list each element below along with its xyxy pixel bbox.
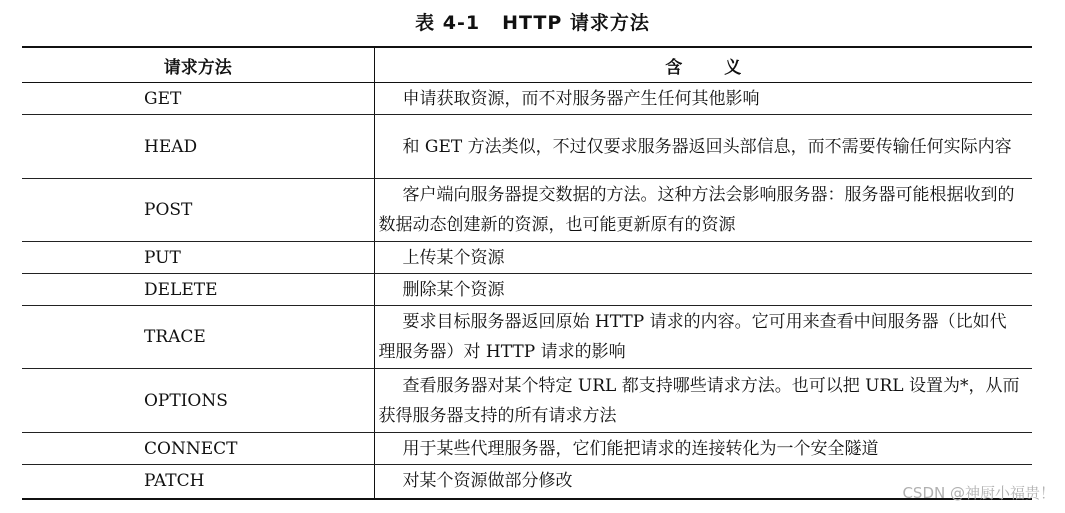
meaning-cell: 申请获取资源，而不对服务器产生任何其他影响 [374,83,1032,115]
meaning-cell: 要求目标服务器返回原始 HTTP 请求的内容。它可用来查看中间服务器（比如代理服务器）对 HTTP 请求的影响 [374,306,1032,369]
meaning-cell: 对某个资源做部分修改 [374,465,1032,499]
table-row [22,242,1032,274]
header-row [22,47,1032,83]
watermark: CSDN @神厨小福贵！ [902,484,1055,502]
method-cell: DELETE [22,274,374,306]
method-cell: CONNECT [22,433,374,465]
method-cell: PUT [22,242,374,274]
http-methods-table [22,46,1032,500]
table-row [22,433,1032,465]
method-cell: OPTIONS [22,369,374,433]
method-cell: TRACE [22,306,374,369]
table-title: HTTP 请求方法 [502,12,650,34]
table-row [22,179,1032,242]
table-caption [0,8,1065,35]
meaning-cell: 和 GET 方法类似，不过仅要求服务器返回头部信息，而不需要传输任何实际内容 [374,115,1032,179]
method-cell: PATCH [22,465,374,499]
meaning-cell: 上传某个资源 [374,242,1032,274]
method-cell: HEAD [22,115,374,179]
table-row [22,115,1032,179]
table-number: 表 4-1 [415,12,481,34]
header-method: 请求方法 [22,47,374,83]
table-row [22,274,1032,306]
meaning-cell: 删除某个资源 [374,274,1032,306]
meaning-cell: 用于某些代理服务器，它们能把请求的连接转化为一个安全隧道 [374,433,1032,465]
header-meaning: 含义 [374,47,1032,83]
table-row [22,369,1032,433]
method-cell: POST [22,179,374,242]
method-cell: GET [22,83,374,115]
meaning-cell: 客户端向服务器提交数据的方法。这种方法会影响服务器：服务器可能根据收到的数据动态创建新的资源，也可能更新原有的资源 [374,179,1032,242]
table-row [22,306,1032,369]
meaning-cell: 查看服务器对某个特定 URL 都支持哪些请求方法。也可以把 URL 设置为*，从而获得服务器支持的所有请求方法 [374,369,1032,433]
table-row [22,465,1032,499]
table-row [22,83,1032,115]
